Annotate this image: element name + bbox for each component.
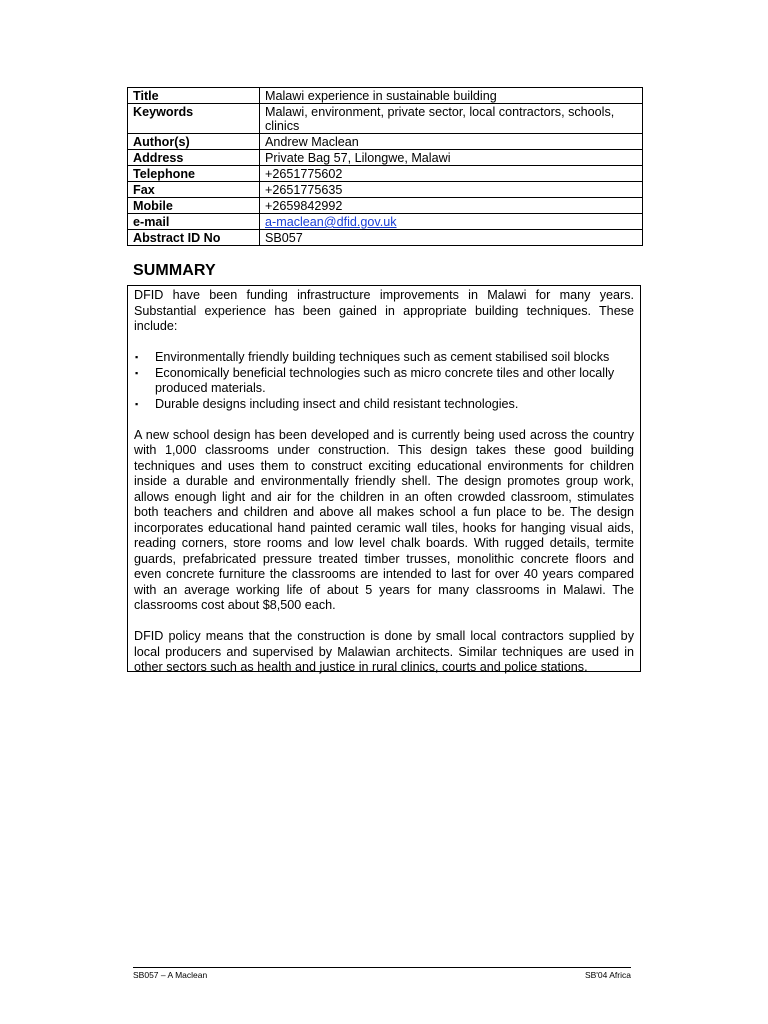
bullet-text: Environmentally friendly building techniques such as cement stabilised soil blocks (155, 350, 610, 364)
telephone-label: Telephone (128, 166, 260, 182)
table-row (128, 214, 643, 230)
email-link[interactable]: a-maclean@dfid.gov.uk (265, 215, 397, 229)
title-label: Title (128, 88, 260, 104)
footer-right-text: SB'04 Africa (584, 970, 631, 980)
table-row (128, 166, 643, 182)
abstract-id-value: SB057 (260, 230, 643, 246)
fax-value: +2651775635 (260, 182, 643, 198)
page-footer (133, 967, 631, 980)
table-row (128, 104, 643, 134)
table-row (128, 134, 643, 150)
table-row (128, 150, 643, 166)
summary-bullet-list (134, 350, 634, 412)
telephone-value: +2651775602 (260, 166, 643, 182)
table-row (128, 198, 643, 214)
list-item (134, 366, 634, 397)
bullet-icon: ▪ (135, 352, 139, 362)
bullet-icon: ▪ (135, 367, 139, 378)
keywords-value: Malawi, environment, private sector, local contractors, schools, clinics (260, 104, 643, 134)
summary-intro: DFID have been funding infrastructure improvements in Malawi for many years. Substantial experience has been gained in appropriate building techniques. These include: (134, 288, 634, 333)
table-row (128, 182, 643, 198)
abstract-id-label: Abstract ID No (128, 230, 260, 246)
email-value-cell (260, 214, 643, 230)
bullet-text: Durable designs including insect and child resistant technologies. (155, 396, 519, 411)
title-value: Malawi experience in sustainable building (260, 88, 643, 104)
abstract-info-table (127, 87, 643, 246)
mobile-label: Mobile (128, 198, 260, 214)
summary-box (127, 285, 641, 672)
bullet-icon: ▪ (135, 398, 139, 409)
footer-left-text: SB057 – A Maclean (133, 970, 208, 980)
summary-heading: SUMMARY (133, 262, 216, 279)
email-label: e-mail (128, 214, 260, 230)
bullet-text: Economically beneficial technologies such as micro concrete tiles and other locally produced materials. (155, 365, 615, 395)
summary-paragraph-2: A new school design has been developed and is currently being used across the country with 1,000 classrooms under construction. This design takes these good building techniques and uses them to construct exciting educational environments for children inside a durable and environmentally friendly shell. The design promotes group work, allows enough light and air for the children in an often crowded classroom, stimulates both teachers and children and above all makes school a fun place to be. The design incorporates educational hand painted ceramic wall tiles, hooks for hanging visual aids, reading corners, store rooms and low level chalk boards. With rugged details, termite guards, prefabricated pressure treated timber trusses, monolithic concrete floors and even concrete furniture the classrooms are intended to last for over 40 years compared with an average working life of about 5 years for many classrooms in Malawi. The classrooms cost about $8,500 each. (134, 427, 634, 612)
fax-label: Fax (128, 182, 260, 198)
address-label: Address (128, 150, 260, 166)
address-value: Private Bag 57, Lilongwe, Malawi (260, 150, 643, 166)
authors-label: Author(s) (128, 134, 260, 150)
list-item (134, 397, 634, 413)
list-item (134, 350, 634, 366)
table-row (128, 230, 643, 246)
keywords-label: Keywords (128, 104, 260, 134)
authors-value: Andrew Maclean (260, 134, 643, 150)
table-row (128, 88, 643, 104)
summary-paragraph-3: DFID policy means that the construction is done by small local contractors supplied by local producers and supervised by Malawian architects. Similar techniques are used in other sectors such as health and justice in rural clinics, courts and police stations. (134, 629, 634, 674)
mobile-value: +2659842992 (260, 198, 643, 214)
